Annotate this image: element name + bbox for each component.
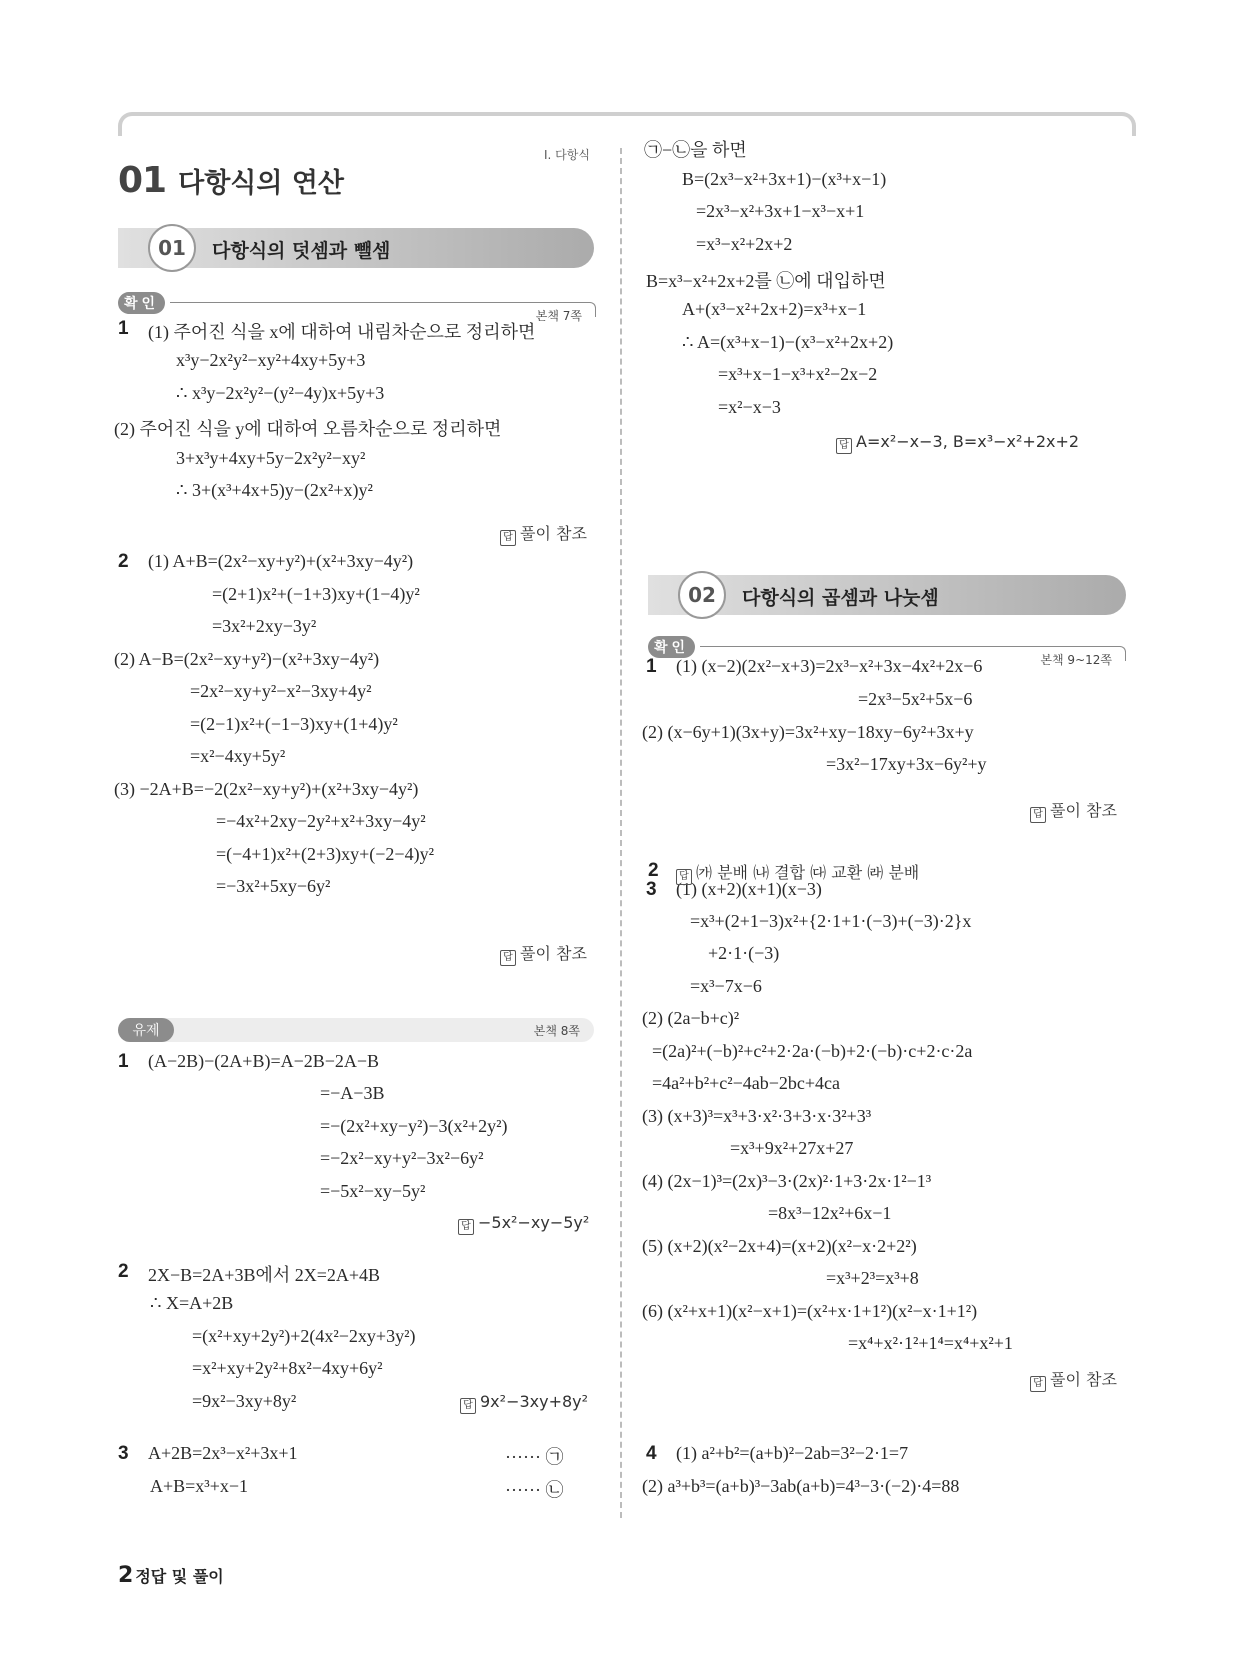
solution-line: (2) (2a−b+c)²: [642, 1008, 740, 1028]
solution-line: =−(2x²+xy−y²)−3(x²+2y²): [320, 1116, 508, 1136]
section-header-2: [648, 575, 1126, 615]
solution-line: =x²−x−3: [718, 397, 781, 417]
book-page-ref: 본책 8쪽: [533, 1024, 580, 1038]
solution-line: (A−2B)−(2A+B)=A−2B−2A−B: [148, 1051, 380, 1071]
section-number-1: 01: [148, 224, 196, 272]
answer-line: [500, 521, 587, 546]
problem-number: 3: [118, 1443, 129, 1464]
solution-line: =3x²+2xy−3y²: [212, 616, 317, 636]
equation-marker: ······ ㉠: [505, 1447, 564, 1467]
solution-line: =−A−3B: [320, 1083, 385, 1103]
solution-line: =4a²+b²+c²−4ab−2bc+4ca: [652, 1073, 841, 1093]
answer-text: ㈎ 분배 ㈏ 결합 ㈐ 교환 ㈑ 분배: [696, 863, 920, 882]
section-title-1: 다항식의 덧셈과 뺄셈: [212, 240, 391, 262]
answer-icon: 답: [836, 438, 852, 454]
breadcrumb: Ⅰ. 다항식: [544, 148, 590, 162]
chapter-number: 01: [118, 160, 167, 201]
page-number: 2: [118, 1563, 134, 1588]
solution-line: (5) (x+2)(x²−2x+4)=(x+2)(x²−x·2+2²): [642, 1236, 917, 1256]
solution-line: (3) −2A+B=−2(2x²−xy+y²)+(x²+3xy−4y²): [114, 779, 419, 799]
answer-line: [460, 1392, 588, 1414]
solution-line: =(2a)²+(−b)²+c²+2·2a·(−b)+2·(−b)·c+2·c·2a: [652, 1041, 973, 1061]
check-badge: 확인: [648, 636, 695, 658]
solution-line: (1) A+B=(2x²−xy+y²)+(x²+3xy−4y²): [148, 551, 414, 571]
answer-line: [836, 432, 1079, 454]
section-number-2: 02: [678, 571, 726, 619]
solution-line: (3) (x+3)³=x³+3·x²·3+3·x·3²+3³: [642, 1106, 872, 1126]
solution-line: =(−4+1)x²+(2+3)xy+(−2−4)y²: [216, 844, 434, 864]
solution-line: =9x²−3xy+8y²: [192, 1391, 297, 1411]
solution-line: (1) (x+2)(x+1)(x−3): [676, 879, 822, 899]
solution-line: =x³+x−1−x³+x²−2x−2: [718, 364, 878, 384]
check-rule: [700, 646, 1120, 647]
chapter-heading: [118, 160, 344, 201]
answer-text: 풀이 참조: [520, 524, 587, 543]
solution-line: ∴ A=(x³+x−1)−(x³−x²+2x+2): [682, 332, 894, 352]
answer-icon: 답: [1030, 1376, 1046, 1392]
problem-number: 2: [648, 860, 659, 881]
solution-line: A+2B=2x³−x²+3x+1: [148, 1443, 298, 1463]
solution-line: +2·1·(−3): [708, 943, 780, 963]
answer-text: −5x²−xy−5y²: [478, 1213, 590, 1232]
solution-line: =x²+xy+2y²+8x²−4xy+6y²: [192, 1358, 383, 1378]
answer-line: [1030, 1367, 1117, 1392]
column-divider: [620, 148, 622, 1518]
section-header-1: [118, 228, 594, 268]
book-page-ref: 본책 7쪽: [535, 309, 582, 323]
solution-line: =−2x²−xy+y²−3x²−6y²: [320, 1148, 484, 1168]
solution-line: x³y−2x²y²−xy²+4xy+5y+3: [176, 350, 366, 370]
answer-text: 풀이 참조: [520, 944, 587, 963]
exercise-header: [118, 1018, 594, 1042]
solution-line: =x³+(2+1−3)x²+{2·1+1·(−3)+(−3)·2}x: [690, 911, 972, 931]
solution-line: =x³+9x²+27x+27: [730, 1138, 854, 1158]
solution-line: =−4x²+2xy−2y²+x²+3xy−4y²: [216, 811, 426, 831]
equation-marker: ······ ㉡: [505, 1480, 564, 1500]
check-rule-corner: [589, 302, 596, 317]
solution-line: ∴ 3+(x³+4x+5)y−(2x²+x)y²: [176, 480, 373, 500]
problem-number: 3: [646, 879, 657, 900]
solution-line: =x⁴+x²·1²+1⁴=x⁴+x²+1: [848, 1333, 1013, 1353]
solution-line: 2X−B=2A+3B에서 2X=2A+4B: [148, 1265, 381, 1285]
chapter-title: 다항식의 연산: [178, 168, 345, 199]
problem-number: 2: [118, 551, 129, 572]
solution-line: =(2+1)x²+(−1+3)xy+(1−4)y²: [212, 584, 420, 604]
solution-line: (1) (x−2)(2x²−x+3)=2x³−x²+3x−4x²+2x−6: [676, 656, 983, 676]
solution-line: (1) a²+b²=(a+b)²−2ab=3²−2·1=7: [676, 1443, 909, 1463]
answer-line: [500, 941, 587, 966]
exercise-badge: 유제: [118, 1018, 174, 1042]
answer-icon: 답: [1030, 807, 1046, 823]
solution-line: (2) A−B=(2x²−xy+y²)−(x²+3xy−4y²): [114, 649, 380, 669]
section-title-2: 다항식의 곱셈과 나눗셈: [742, 587, 939, 609]
solution-line: (2) (x−6y+1)(3x+y)=3x²+xy−18xy−6y²+3x+y: [642, 722, 974, 742]
problem-number: 1: [646, 656, 657, 677]
solution-line: ㉠−㉡을 하면: [644, 140, 747, 160]
page-footer: [118, 1563, 224, 1588]
solution-line: =3x²−17xy+3x−6y²+y: [826, 754, 987, 774]
problem-number: 4: [646, 1443, 657, 1464]
solution-line: =x³+2³=x³+8: [826, 1268, 919, 1288]
check-rule-corner: [1119, 646, 1126, 661]
solution-line: 3+x³y+4xy+5y−2x²y²−xy²: [176, 448, 366, 468]
answer-icon: 답: [500, 530, 516, 546]
solution-line: (4) (2x−1)³=(2x)³−3·(2x)²·1+3·2x·1²−1³: [642, 1171, 932, 1191]
footer-label: 정답 및 풀이: [135, 1567, 224, 1586]
solution-line: (2) a³+b³=(a+b)³−3ab(a+b)=4³−3·(−2)·4=88: [642, 1476, 960, 1496]
answer-line: [458, 1213, 589, 1235]
page-top-border: [118, 112, 1136, 136]
solution-line: =(2−1)x²+(−1−3)xy+(1+4)y²: [190, 714, 398, 734]
solution-line: ∴ x³y−2x²y²−(y²−4y)x+5y+3: [176, 383, 385, 403]
answer-text: 9x²−3xy+8y²: [480, 1392, 589, 1411]
solution-line: =2x³−x²+3x+1−x³−x+1: [696, 201, 865, 221]
check-badge: 확인: [118, 292, 165, 314]
solution-line: =2x³−5x²+5x−6: [858, 689, 973, 709]
answer-icon: 답: [676, 869, 692, 885]
check-rule: [170, 302, 590, 303]
answer-icon: 답: [460, 1398, 476, 1414]
solution-line: (1) 주어진 식을 x에 대하여 내림차순으로 정리하면: [148, 322, 536, 342]
answer-icon: 답: [500, 950, 516, 966]
solution-line: B=(2x³−x²+3x+1)−(x³+x−1): [682, 169, 887, 189]
solution-line: A+(x³−x²+2x+2)=x³+x−1: [682, 299, 867, 319]
answer-text: 풀이 참조: [1050, 801, 1117, 820]
solution-line: =x³−7x−6: [690, 976, 762, 996]
solution-line: A+B=x³+x−1: [150, 1476, 249, 1496]
check-header-1: [118, 292, 596, 323]
solution-line: =8x³−12x²+6x−1: [768, 1203, 892, 1223]
solution-line: =(x²+xy+2y²)+2(4x²−2xy+3y²): [192, 1326, 416, 1346]
solution-line: =x²−4xy+5y²: [190, 746, 286, 766]
answer-icon: 답: [458, 1219, 474, 1235]
solution-line: =−5x²−xy−5y²: [320, 1181, 426, 1201]
solution-line: =2x²−xy+y²−x²−3xy+4y²: [190, 681, 372, 701]
problem-number: 2: [118, 1261, 129, 1282]
solution-line: B=x³−x²+2x+2를 ㉡에 대입하면: [646, 271, 886, 291]
problem-number: 1: [118, 318, 129, 339]
answer-text: 풀이 참조: [1050, 1370, 1117, 1389]
answer-line: [676, 860, 919, 885]
solution-line: =−3x²+5xy−6y²: [216, 876, 331, 896]
problem-number: 1: [118, 1051, 129, 1072]
book-page-ref: 본책 9~12쪽: [1040, 653, 1112, 667]
solution-line: (6) (x²+x+1)(x²−x+1)=(x²+x·1+1²)(x²−x·1+1²): [642, 1301, 978, 1321]
answer-text: A=x²−x−3, B=x³−x²+2x+2: [856, 432, 1080, 451]
answer-line: [1030, 798, 1117, 823]
solution-line: =x³−x²+2x+2: [696, 234, 793, 254]
solution-line: (2) 주어진 식을 y에 대하여 오름차순으로 정리하면: [114, 419, 502, 439]
solution-line: ∴ X=A+2B: [150, 1293, 234, 1313]
